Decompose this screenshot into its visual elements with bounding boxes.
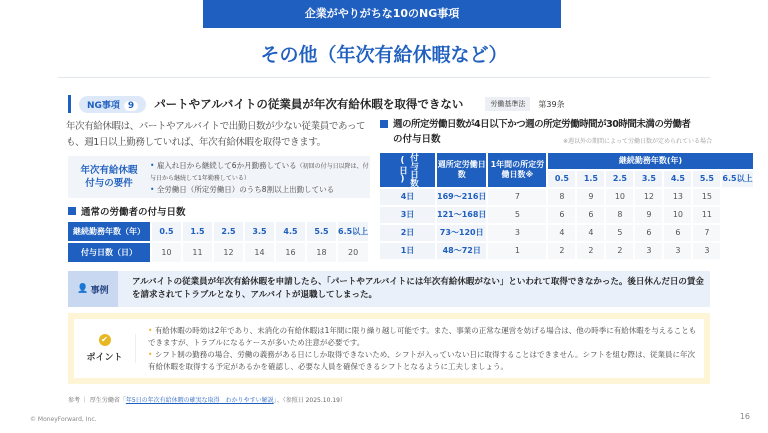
normal-table: [66, 220, 370, 264]
requirements-heading-2: 付与の要件: [85, 178, 133, 189]
week-days-cell: 2日: [380, 225, 435, 241]
normal-title: 通常の労働者の付与日数: [81, 207, 186, 218]
requirement-note: （初回の付与日以降は、付与日から継続して1年勤務している）: [150, 162, 369, 182]
days-cell: 2: [606, 243, 633, 259]
requirements-list: [150, 160, 370, 195]
reference: 参考 ｜ 厚生労働省「年5日の年次有給休暇の確実な取得 わかりやすい解説」、（参照日 2025.10.19）: [68, 397, 346, 404]
case-box: [68, 271, 710, 307]
ng-title: パートやアルバイトの従業員が年次有給休暇を取得できない: [154, 97, 464, 111]
year-days-cell: 169〜216日: [437, 189, 486, 205]
copyright: © MoneyForward, Inc.: [30, 416, 97, 423]
days-cell: 5: [606, 225, 633, 241]
days-cell: 4: [548, 225, 575, 241]
row-header: 継続勤務年数（年）: [68, 222, 150, 241]
week-days-cell: 4日: [380, 189, 435, 205]
year-cell: 3.5: [635, 171, 662, 187]
days-cell: 1: [488, 243, 546, 259]
days-cell: 6: [548, 207, 575, 223]
days-cell: 14: [245, 243, 274, 262]
part-table: [378, 151, 755, 261]
days-cell: 16: [276, 243, 305, 262]
year-cell: 4.5: [664, 171, 691, 187]
days-cell: 3: [488, 225, 546, 241]
year-cell: 0.5: [548, 171, 575, 187]
days-cell: 7: [488, 189, 546, 205]
days-cell: 2: [548, 243, 575, 259]
part-title-line2: [380, 132, 712, 149]
requirements-box: [68, 156, 370, 198]
week-days-cell: 1日: [380, 243, 435, 259]
days-cell: 6: [635, 225, 662, 241]
part-title-2: の付与日数: [393, 134, 441, 145]
part-section-title: [380, 117, 712, 149]
year-cell: 1.5: [577, 171, 604, 187]
point-item: • シフト制の勤務の場合、労働の義務がある日にしか取得できないため、シフトが入っていない日に取得することはできません。シフトを組む際は、従業員に年次有給休暇を取得する予定があるかを確認し、必要な人員を確保できるシフトとなるように工夫しましょう。: [148, 349, 698, 373]
days-cell: 3: [664, 243, 691, 259]
days-cell: 20: [338, 243, 368, 262]
days-cell: 2: [577, 243, 604, 259]
requirement-item: [150, 160, 370, 184]
year-cell: 2.5: [214, 222, 243, 241]
days-cell: 11: [693, 207, 720, 223]
ng-number: 9: [124, 101, 138, 111]
row-header: 付与日数（日）: [68, 243, 150, 262]
ng-tag: [79, 96, 146, 113]
table-row: [380, 171, 753, 187]
header-banner: 企業がやりがちな10のNG事項: [203, 0, 561, 28]
person-icon: 👤: [77, 284, 89, 294]
year-cell: 5.5: [307, 222, 336, 241]
table-row: [380, 225, 753, 241]
reference-source: 厚生労働省「: [89, 397, 126, 404]
case-label: 事例: [90, 285, 109, 296]
square-icon: [380, 120, 388, 128]
days-cell: 7: [693, 225, 720, 241]
table-row: [380, 243, 753, 259]
week-days-cell: 3日: [380, 207, 435, 223]
part-title-line: [380, 117, 712, 132]
point-inner: [74, 319, 704, 378]
table-row: [380, 153, 753, 169]
year-cell: 1.5: [183, 222, 212, 241]
year-cell: 4.5: [276, 222, 305, 241]
days-cell: 10: [152, 243, 181, 262]
requirements-heading: [68, 164, 150, 190]
table-row: [68, 243, 368, 262]
reference-label: 参考: [68, 397, 81, 404]
days-cell: 13: [664, 189, 691, 205]
point-label-box: [74, 334, 136, 363]
table-row: [380, 189, 753, 205]
days-cell: 4: [577, 225, 604, 241]
year-days-cell: 48〜72日: [437, 243, 486, 259]
law-article: 第39条: [538, 99, 565, 109]
reference-link[interactable]: 年5日の年次有給休暇の確実な取得 わかりやすい解説: [125, 397, 274, 404]
table-row: [68, 222, 368, 241]
year-cell: 6.5以上: [338, 222, 368, 241]
case-label-box: [68, 271, 118, 307]
page-number: 16: [739, 412, 750, 421]
year-days-cell: 73〜120日: [437, 225, 486, 241]
reference-date: 」、（参照日 2025.10.19）: [273, 397, 346, 404]
intro-text: 年次有給休暇は、パートやアルバイトで出勤日数が少ない従業員であっても、週1日以上勤務していれば、年次有給休暇を取得できます。: [66, 121, 366, 148]
ng-header: [68, 95, 565, 113]
year-cell: 2.5: [606, 171, 633, 187]
case-text: アルバイトの従業員が年次有給休暇を申請したら、「パートやアルバイトには年次有給休暇がない」といわれて取得できなかった。後日休んだ日の賃金を請求されてトラブルとなり、アルバイトが退職してしまった。: [132, 277, 704, 300]
ng-tag-label: NG事項: [87, 100, 120, 111]
year-cell: 3.5: [245, 222, 274, 241]
accent-bar: [68, 95, 71, 113]
days-cell: 6: [664, 225, 691, 241]
check-icon: ✔: [99, 334, 111, 346]
requirement-text: 全労働日（所定労働日）のうち8割以上出勤している: [156, 184, 335, 194]
col-header: 1年間の所定労働日数※: [488, 153, 546, 187]
days-cell: 8: [548, 189, 575, 205]
square-icon: [68, 207, 76, 215]
col-header: 週所定労働日数: [437, 153, 486, 187]
days-cell: 10: [606, 189, 633, 205]
days-cell: 6: [577, 207, 604, 223]
side-header: 付与日数(日): [380, 153, 435, 187]
years-header: 継続勤務年数(年): [548, 153, 752, 169]
normal-section-title: [68, 204, 186, 218]
year-cell: 0.5: [152, 222, 181, 241]
law-tag: 労働基準法: [485, 97, 530, 111]
days-cell: 12: [214, 243, 243, 262]
days-cell: 9: [635, 207, 662, 223]
part-title: 週の所定労働日数が4日以下かつ週の所定労働時間が30時間未満の労働者: [393, 119, 691, 130]
days-cell: 15: [693, 189, 720, 205]
part-note: ※週以外の期間によって労働日数が定められている場合: [562, 138, 712, 145]
requirements-heading-1: 年次有給休暇: [80, 165, 138, 176]
days-cell: 8: [606, 207, 633, 223]
days-cell: 3: [693, 243, 720, 259]
divider: [58, 77, 710, 78]
year-days-cell: 121〜168日: [437, 207, 486, 223]
point-box: [68, 313, 710, 384]
table-row: [380, 207, 753, 223]
point-list: [136, 325, 704, 373]
requirement-text: 雇入れ日から継続して6か月勤務している: [156, 160, 297, 170]
requirement-item: [150, 184, 370, 195]
days-cell: 10: [664, 207, 691, 223]
year-cell: 5.5: [693, 171, 720, 187]
page-title: その他（年次有給休暇など）: [260, 44, 508, 66]
year-cell: 6.5以上: [722, 171, 752, 187]
point-item: • 有給休暇の時効は2年であり、未消化の有給休暇は1年間に限り繰り越し可能です。また、事業の正常な運営を妨げる場合は、他の時季に有給休暇を与えることもできますが、トラブルになるケースが多いため注意が必要です。: [148, 325, 698, 349]
days-cell: 9: [577, 189, 604, 205]
point-label: ポイント: [86, 353, 123, 363]
days-cell: 18: [307, 243, 336, 262]
days-cell: 5: [488, 207, 546, 223]
days-cell: 3: [635, 243, 662, 259]
days-cell: 11: [183, 243, 212, 262]
days-cell: 12: [635, 189, 662, 205]
